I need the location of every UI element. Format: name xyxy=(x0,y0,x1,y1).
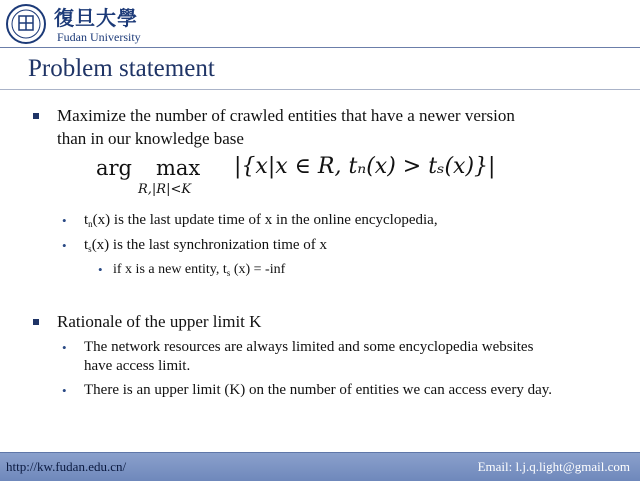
sub-1-subscript: n xyxy=(88,219,93,229)
subsub-1-prefix: if x is a new entity, t xyxy=(113,262,227,277)
university-name-en: Fudan University xyxy=(57,30,141,44)
formula-set: |{x|x ∈ R, tₙ(x) > tₛ(x)}| xyxy=(234,154,496,179)
bullet-square-1 xyxy=(33,113,39,119)
sub-2-subscript: s xyxy=(88,244,92,254)
sub-bullet-3-line-2: have access limit. xyxy=(84,358,191,374)
sub-sub-bullet-1 xyxy=(113,261,285,282)
footer-email: Email: l.j.q.light@gmail.com xyxy=(477,459,630,474)
bullet-2: Rationale of the upper limit K xyxy=(57,312,262,331)
sub-bullet-dot-2: • xyxy=(62,238,67,253)
formula-max: max xyxy=(156,156,201,180)
fudan-seal-icon xyxy=(6,4,46,44)
bullet-square-2 xyxy=(33,319,39,325)
footer-url: http://kw.fudan.edu.cn/ xyxy=(6,459,127,474)
slide-footer xyxy=(0,452,640,481)
header-divider xyxy=(0,47,640,48)
sub-bullet-3-line-1: The network resources are always limited and some encyclopedia websites xyxy=(84,339,534,355)
sub-bullet-4: There is an upper limit (K) on the number of entities we can access every day. xyxy=(84,382,553,398)
sub-bullet-dot-1: • xyxy=(62,213,67,228)
formula-arg: arg xyxy=(96,156,133,180)
sub-bullet-dot-3: • xyxy=(62,340,67,355)
sub-2-text: (x) is the last synchronization time of x xyxy=(91,237,328,253)
bullet-1-line-2: than in our knowledge base xyxy=(57,129,244,148)
title-divider xyxy=(0,89,640,90)
sub-2-t: t xyxy=(84,237,89,253)
slide-header xyxy=(0,0,640,48)
university-name-cn: 復旦大學 xyxy=(54,6,138,30)
formula-constraint: R,|R|<K xyxy=(138,182,192,197)
sub-sub-bullet-dot-1: • xyxy=(98,262,103,277)
sub-bullet-2 xyxy=(84,236,327,259)
sub-1-text: (x) is the last update time of x in the online encyclopedia, xyxy=(92,212,438,228)
sub-1-t: t xyxy=(84,212,89,228)
subsub-1-subscript: s xyxy=(226,268,231,278)
objective-formula xyxy=(96,152,536,200)
subsub-1-text: (x) = -inf xyxy=(230,262,286,277)
bullet-1-line-1: Maximize the number of crawled entities that have a newer version xyxy=(57,106,515,125)
sub-bullet-dot-4: • xyxy=(62,383,67,398)
sub-bullet-1 xyxy=(84,211,438,234)
slide-title: Problem statement xyxy=(28,55,215,82)
